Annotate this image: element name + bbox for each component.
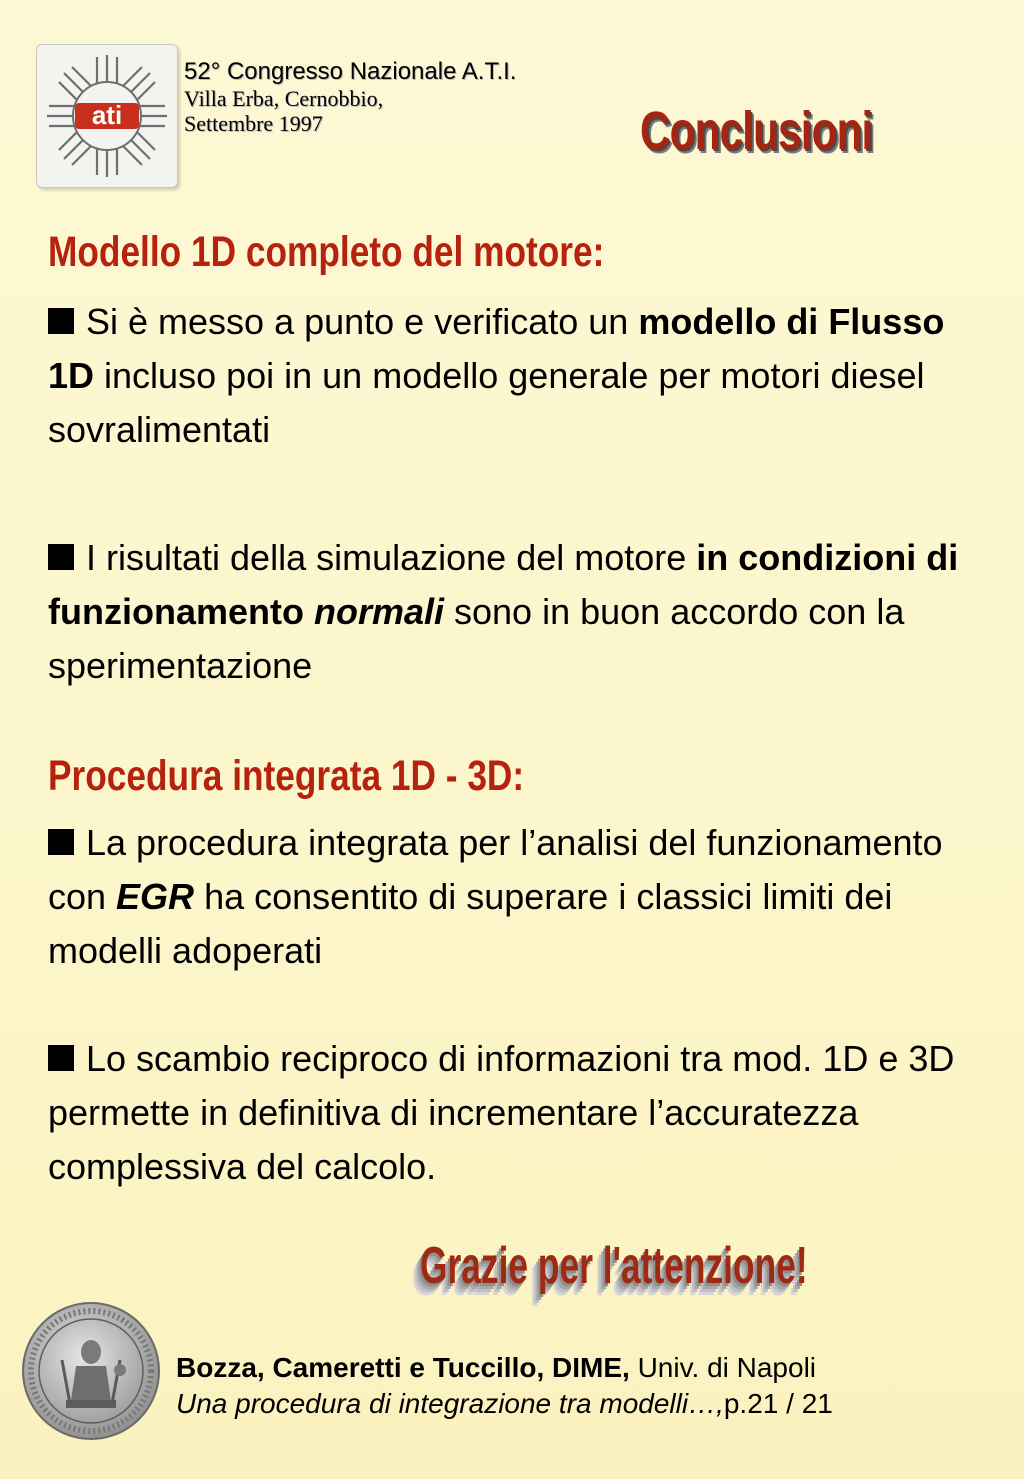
university-seal-icon bbox=[20, 1300, 162, 1442]
footer-affiliation: Univ. di Napoli bbox=[629, 1352, 817, 1383]
ati-logo bbox=[36, 44, 178, 188]
bullet-4 bbox=[48, 1032, 988, 1194]
bullet-1 bbox=[48, 295, 988, 457]
bullet-1-text-end: incluso poi in un modello generale per motori diesel sovralimentati bbox=[48, 355, 925, 450]
closing-thanks: Grazie per l'attenzione! bbox=[420, 1237, 808, 1295]
bullet-square-icon bbox=[48, 829, 74, 855]
ati-logo-text: ati bbox=[91, 100, 123, 130]
footer-authors: Bozza, Cameretti e Tuccillo, DIME, bbox=[176, 1352, 630, 1383]
footer-page-number: p.21 / 21 bbox=[723, 1388, 833, 1419]
bullet-2-text: I risultati della simulazione del motore bbox=[86, 537, 697, 578]
bullet-square-icon bbox=[48, 544, 74, 570]
bullet-2-bold-italic: normali bbox=[313, 591, 445, 632]
bullet-square-icon bbox=[48, 1045, 74, 1071]
bullet-3 bbox=[48, 816, 988, 978]
bullet-2-bold: in condizioni di funzionamento bbox=[48, 537, 959, 632]
slide-title: Conclusioni bbox=[640, 101, 873, 161]
bullet-square-icon bbox=[48, 308, 74, 334]
bullet-3-text: La procedura integrata per l’analisi del funzionamento con bbox=[48, 822, 943, 917]
conference-venue: Villa Erba, Cernobbio, bbox=[184, 85, 384, 111]
bullet-1-bold: modello di Flusso 1D bbox=[48, 301, 945, 396]
footer-paper-title: Una procedura di integrazione tra modelli…, bbox=[176, 1388, 724, 1419]
bullet-2-text-end: sono in buon accordo con la sperimentazione bbox=[48, 591, 905, 686]
section-heading-model-1d: Modello 1D completo del motore: bbox=[48, 228, 605, 276]
footer-authors-line bbox=[176, 1350, 833, 1386]
section-heading-procedure: Procedura integrata 1D - 3D: bbox=[48, 752, 525, 800]
footer bbox=[176, 1350, 833, 1422]
conference-date: Settembre 1997 bbox=[184, 110, 323, 136]
bullet-3-bold-italic: EGR bbox=[116, 876, 195, 917]
footer-paper-line bbox=[176, 1386, 833, 1422]
conference-info bbox=[184, 58, 516, 136]
conference-title: 52° Congresso Nazionale A.T.I. bbox=[184, 58, 517, 85]
bullet-3-text-end: ha consentito di superare i classici limiti dei modelli adoperati bbox=[48, 876, 893, 971]
bullet-1-text: Si è messo a punto e verificato un bbox=[86, 301, 639, 342]
bullet-4-text: Lo scambio reciproco di informazioni tra mod. 1D e 3D permette in definitiva di incrementare l’accuratezza complessiva del calcolo. bbox=[48, 1038, 955, 1187]
bullet-2 bbox=[48, 531, 988, 693]
